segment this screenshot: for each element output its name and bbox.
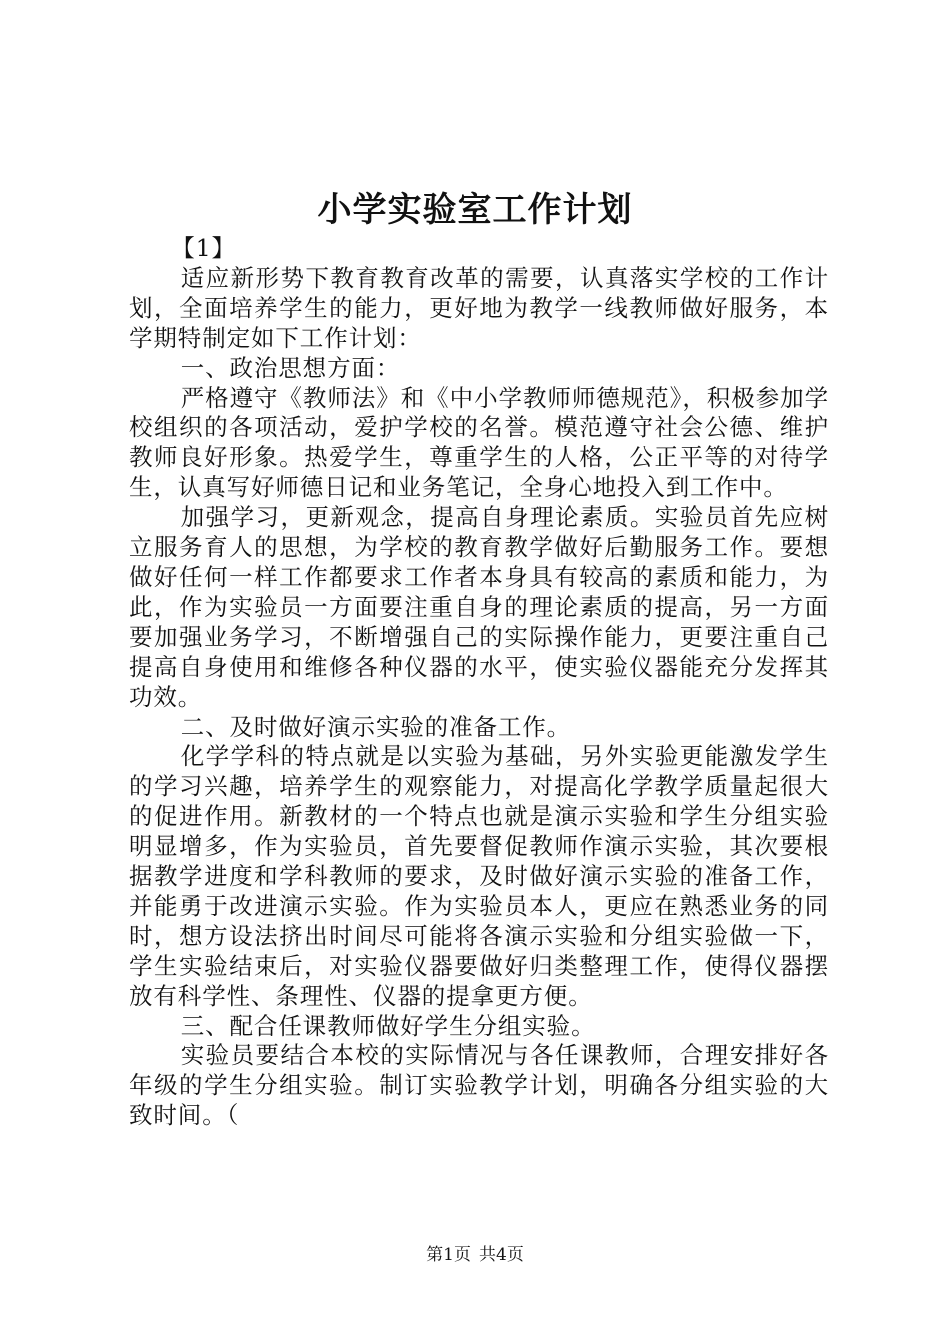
section-heading-1: 一、政治思想方面： <box>180 353 401 382</box>
page-number: 第1页 <box>426 1245 471 1265</box>
paragraph: 实验员要结合本校的实际情况与各任课教师，合理安排好各年级的学生分组实验。制订实验教学计划，明确各分组实验的大致时间。（ <box>129 1041 829 1130</box>
section-heading-3: 三、配合任课教师做好学生分组实验。 <box>180 1011 596 1040</box>
section-heading-2: 二、及时做好演示实验的准备工作。 <box>180 712 572 741</box>
section-marker: 【1】 <box>171 234 236 262</box>
intro-paragraph: 适应新形势下教育教育改革的需要，认真落实学校的工作计划，全面培养学生的能力，更好地为教学一线教师做好服务，本学期特制定如下工作计划： <box>129 263 829 352</box>
page-total: 共4页 <box>479 1245 524 1265</box>
document-title: 小学实验室工作计划 <box>317 190 633 230</box>
page-footer <box>0 1243 950 1267</box>
paragraph: 化学学科的特点就是以实验为基础，另外实验更能激发学生的学习兴趣，培养学生的观察能力，对提高化学教学质量起很大的促进作用。新教材的一个特点也就是演示实验和学生分组实验明显增多，作为实验员，首先要督促教师作演示实验，其次要根据教学进度和学科教师的要求，及时做好演示实验的准备工作，并能勇于改进演示实验。作为实验员本人，更应在熟悉业务的同时，想方设法挤出时间尽可能将各演示实验和分组实验做一下，学生实验结束后，对实验仪器要做好归类整理工作，使得仪器摆放有科学性、条理性、仪器的提拿更方便。 <box>129 742 829 1010</box>
paragraph: 加强学习，更新观念，提高自身理论素质。实验员首先应树立服务育人的思想，为学校的教育教学做好后勤服务工作。要想做好任何一样工作都要求工作者本身具有较高的素质和能力，为此，作为实验员一方面要注重自身的理论素质的提高，另一方面要加强业务学习，不断增强自己的实际操作能力，更要注重自己提高自身使用和维修各种仪器的水平，使实验仪器能充分发挥其功效。 <box>129 503 829 711</box>
paragraph: 严格遵守《教师法》和《中小学教师师德规范》，积极参加学校组织的各项活动，爱护学校的名誉。模范遵守社会公德、维护教师良好形象。热爱学生，尊重学生的人格，公正平等的对待学生，认真写好师德日记和业务笔记，全身心地投入到工作中。 <box>129 383 829 502</box>
document-body <box>129 234 829 1131</box>
